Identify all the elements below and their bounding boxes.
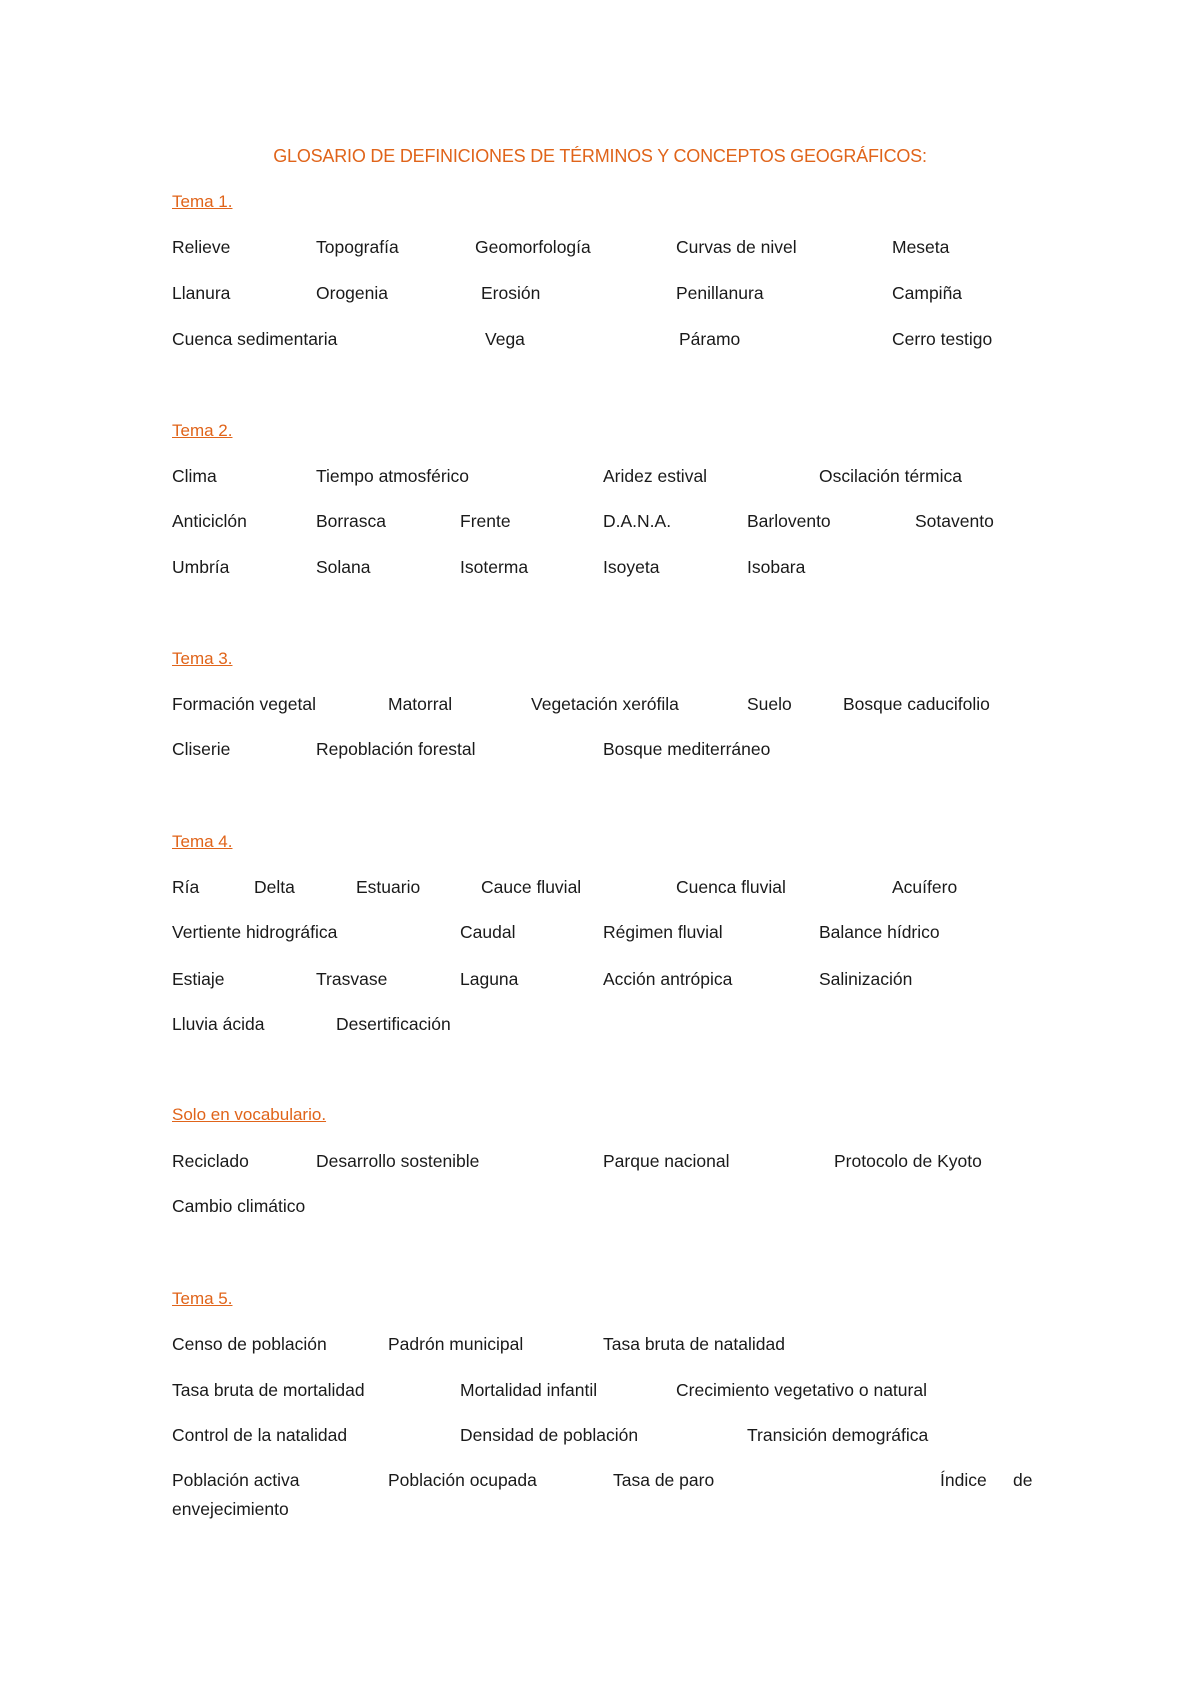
term: Suelo (747, 694, 792, 714)
term: Borrasca (316, 511, 387, 531)
term: Oscilación térmica (819, 466, 962, 486)
term: Lluvia ácida (172, 1014, 265, 1034)
term: Anticiclón (172, 511, 247, 531)
term: Acuífero (892, 877, 958, 897)
term: Repoblación forestal (316, 739, 476, 759)
term: Frente (460, 511, 511, 531)
term: Formación vegetal (172, 694, 316, 714)
term: Páramo (679, 329, 741, 349)
term: Desarrollo sostenible (316, 1151, 480, 1171)
term: Campiña (892, 283, 963, 303)
term: Censo de población (172, 1334, 327, 1354)
term: Población activa (172, 1470, 300, 1490)
term: Solana (316, 557, 371, 577)
term: Cuenca sedimentaria (172, 329, 338, 349)
section-heading-tema-2: Tema 2. (172, 421, 233, 440)
term: Tiempo atmosférico (316, 466, 470, 486)
term: Crecimiento vegetativo o natural (676, 1380, 927, 1400)
term: Llanura (172, 283, 231, 303)
term: Erosión (481, 283, 541, 303)
term: Isobara (747, 557, 806, 577)
term: Control de la natalidad (172, 1425, 348, 1445)
term: Estiaje (172, 969, 225, 989)
term: Barlovento (747, 511, 831, 531)
term: Caudal (460, 922, 516, 942)
term: Desertificación (336, 1014, 451, 1034)
term: Meseta (892, 237, 950, 257)
term: Cambio climático (172, 1196, 306, 1216)
term: Bosque mediterráneo (603, 739, 771, 759)
term: Balance hídrico (819, 922, 940, 942)
term: Mortalidad infantil (460, 1380, 598, 1400)
term: Protocolo de Kyoto (834, 1151, 982, 1171)
term: Cerro testigo (892, 329, 993, 349)
term: Isoyeta (603, 557, 660, 577)
section-heading-tema-1: Tema 1. (172, 192, 233, 211)
term: Transición demográfica (747, 1425, 929, 1445)
section-heading-tema-4: Tema 4. (172, 832, 233, 851)
term: Densidad de población (460, 1425, 639, 1445)
term: Cliserie (172, 739, 231, 759)
term: Trasvase (316, 969, 388, 989)
term: Acción antrópica (603, 969, 733, 989)
term: Clima (172, 466, 217, 486)
term: Cauce fluvial (481, 877, 582, 897)
term: Relieve (172, 237, 231, 257)
term: Salinización (819, 969, 913, 989)
term: Geomorfología (475, 237, 591, 257)
section-heading-vocabulario: Solo en vocabulario. (172, 1105, 327, 1124)
term: Laguna (460, 969, 519, 989)
term: Cuenca fluvial (676, 877, 786, 897)
term: Reciclado (172, 1151, 249, 1171)
term: Bosque caducifolio (843, 694, 990, 714)
term: Ría (172, 877, 200, 897)
term: Curvas de nivel (676, 237, 797, 257)
term: Parque nacional (603, 1151, 730, 1171)
term: Vega (485, 329, 525, 349)
document-title: GLOSARIO DE DEFINICIONES DE TÉRMINOS Y CONCEPTOS GEOGRÁFICOS: (273, 146, 927, 166)
term: Sotavento (915, 511, 994, 531)
term: Topografía (316, 237, 399, 257)
term: Aridez estival (603, 466, 708, 486)
term: envejecimiento (172, 1499, 289, 1519)
term: Isoterma (460, 557, 529, 577)
term: Población ocupada (388, 1470, 537, 1490)
term: Régimen fluvial (603, 922, 723, 942)
term: Vegetación xerófila (531, 694, 679, 714)
section-heading-tema-5: Tema 5. (172, 1289, 233, 1308)
term: Vertiente hidrográfica (172, 922, 338, 942)
term: Orogenia (316, 283, 388, 303)
term: Matorral (388, 694, 453, 714)
term: Índice (940, 1470, 987, 1490)
term: Tasa de paro (613, 1470, 715, 1490)
term: Umbría (172, 557, 230, 577)
section-heading-tema-3: Tema 3. (172, 649, 233, 668)
term: Tasa bruta de mortalidad (172, 1380, 365, 1400)
term: de (1013, 1470, 1033, 1490)
term: Tasa bruta de natalidad (603, 1334, 785, 1354)
term: D.A.N.A. (603, 511, 672, 531)
term: Padrón municipal (388, 1334, 524, 1354)
term: Penillanura (676, 283, 764, 303)
term: Delta (254, 877, 295, 897)
term: Estuario (356, 877, 421, 897)
